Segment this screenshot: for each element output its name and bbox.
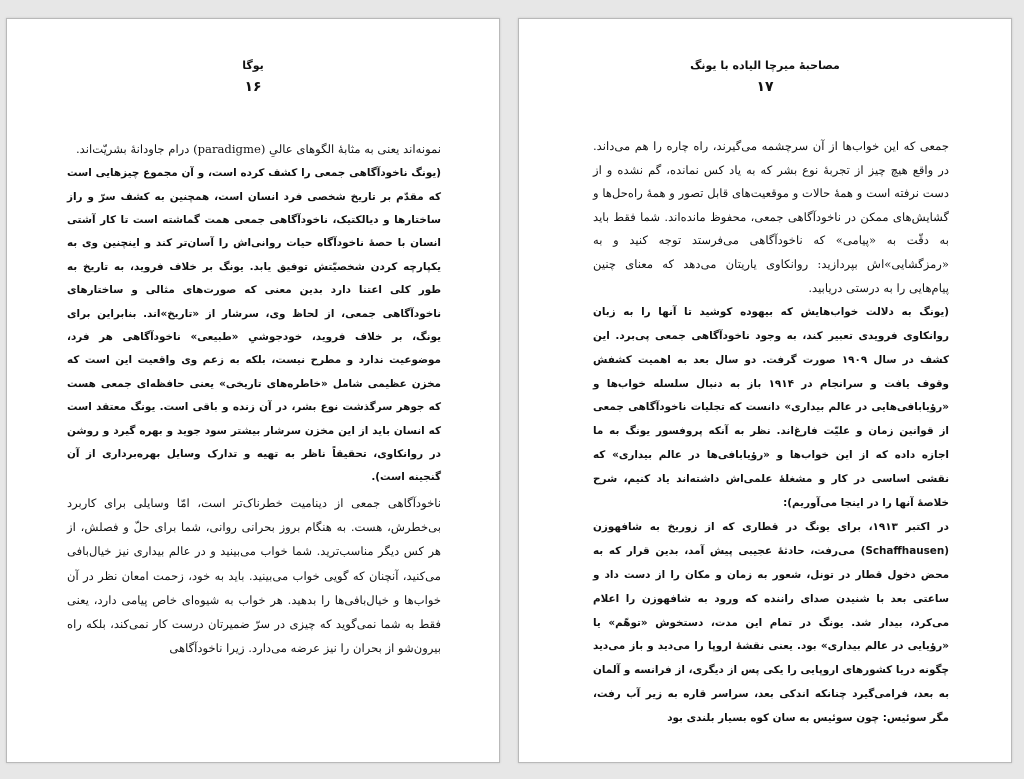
page-body [67,137,441,661]
running-head: یوگا [242,59,264,72]
paragraph: (یونگ به دلالت خواب‌هایش که بیهوده کوشید تا آنها را به زبان روانکاوی فرویدی تعبیر کند، به وجود ناخودآگاهی جمعی پی‌برد. این کشف در سال ۱۹۰۹ صورت گرفت. دو سال بعد به اهمیت کشفش وقوف یافت و سرانجام در ۱۹۱۴ باز به دنبال سلسله خواب‌ها و «رؤیابافی‌هایی در عالم بیداری» دانست که تجلیات ناخودآگاهی جمعی از قوانین زمان و علیّت فارغ‌اند. نظر به آنکه پروفسور یونگ به ما اجازه داده که از این خواب‌ها و «رؤیابافی‌ها در عالم بیداری» که نقشی اساسی در کار و مشغلهٔ علمی‌اش داشته‌اند یاد کنیم، شرح خلاصهٔ آنها را در اینجا می‌آوریم): [593,306,950,509]
page-number: ۱۶ [244,79,262,95]
right-page [518,18,1012,763]
paragraph: ناخودآگاهی جمعی از دینامیت خطرناک‌تر است، امّا وسایلی برای کاربرد بی‌خطرش، هست. به هنگام بروز بحرانی روانی، شما برای حلّ و فصلش، از هر کس دیگر مناسب‌ترید. شما خواب می‌بینید و در عالم بیداری نیز خیال‌بافی می‌کنید، آنچنان که گویی خواب می‌بینید. باید به خود، زحمت امعان نظر در آن خواب‌ها و خیال‌بافی‌ها را بدهید. هر خواب به شیوه‌ای خاص پیامی دارد، یعنی فقط به شما نمی‌گوید که چیزی در سرّ ضمیرتان درست کار نمی‌کند، بلکه راه بیرون‌شو از بحران را نیز عرضه می‌دارد. زیرا ناخودآگاهی [67,495,441,656]
left-page [6,18,500,763]
paragraph: جمعی که این خواب‌ها از آن سرچشمه می‌گیرند، راه چاره را هم می‌داند. در واقع هیچ چیز از تجربهٔ نوع بشر که به یاد کس نمانده، گم نشده و از دست نرفته است و همهٔ حالات و موقعیت‌های قابل تصور و همهٔ راه‌حل‌ها و گشایش‌های ممکن در ناخودآگاهی جمعی، محفوظ مانده‌اند. شما فقط باید به دقّت به «پیامی» که ناخودآگاهی می‌فرستد توجه کنید و به «رمزگشایی»اش بپردازید: روانکاوی یاریتان می‌دهد که معنای چنین پیام‌هایی را به درستی دریابید. [593,139,949,295]
paragraph: نمونه‌اند یعنی به مثابهٔ الگوهای عالیِ (paradigme) درام جاودانهٔ بشریّت‌اند. [75,142,441,156]
paragraph: (یونگ ناخودآگاهی جمعی را کشف کرده است، و آن مجموع چیزهایی است که مقدّم بر تاریخ شخصی فرد انسان است، همچنین به کشف سرّ و راز ساختارها و دیالکتیک، ناخودآگاهی جمعی همت گماشته است تا کار آشتی انسان با حصهٔ ناخودآگاه حیات روانی‌اش را آسان‌تر کند و اینچنین وی به یکپارچه کردن شخصیّتش توفیق یابد. یونگ بر خلاف فروید، به تاریخ به طور کلی اعتنا دارد بدین معنی که صورت‌های مثالی و ساختارهای ناخودآگاهی جمعی، از لحاظ وی، سرشار از «تاریخ»اند. بنابراین برای یونگ، بر خلاف فروید، خودجوشیِ «طبیعی» ناخودآگاهی هر فرد، موضوعیت ندارد و مطرح نیست، بلکه به زعم وی واقعیت این است که مخزن عظیمی شامل «خاطره‌های تاریخی» یعنی حافظه‌ای جمعی هست که جوهر سرگذشت نوع بشر، در آن زنده و باقی است. یونگ معتقد است که انسان باید از این مخزن سرشار بیشتر سود جوید و بهره گیرد و روشن در روانکاوی، تحقیقاً ناظر به تهیه و تدارک وسایل بهره‌برداری از آن گنجینه است). [67,167,441,484]
running-head: مصاحبهٔ میرچا الیاده با یونگ [690,59,840,72]
page-body [593,135,949,732]
paragraph: در اکتبر ۱۹۱۳، برای یونگ در قطاری که از زوریخ به شافهوزن (Schaffhausen) می‌رفت، حادثهٔ عجیبی پیش آمد، بدین قرار که به محض دخول قطار در تونل، شعور به زمان و مکان را از دست داد و ساعتی بعد با شنیدن صدای راننده که ورود به شافهوزن را اعلام می‌کرد، بیدار شد. یونگ در تمام این مدت، دستخوش «توهّم» یا «رؤیایی در عالم بیداری» بود. یعنی نقشهٔ اروپا را می‌دید و باز می‌دید چگونه دریا کشورهای اروپایی را یکی پس از دیگری، از فرانسه و آلمان به بعد، فرامی‌گیرد چنانکه اندکی بعد، سراسر قاره به زیر آب رفت، مگر سوئیس: چون سوئیس به سان کوه بسیار بلندی بود [593,521,949,724]
page-number: ۱۷ [756,79,774,95]
